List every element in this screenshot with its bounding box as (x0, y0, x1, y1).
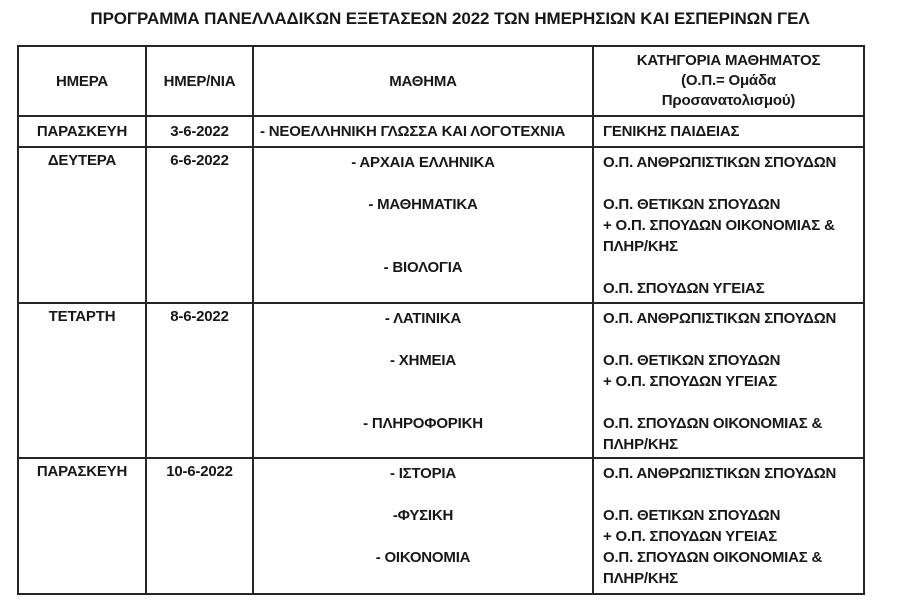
category-line (603, 257, 863, 278)
subject-line: -ΦΥΣΙΚΗ (392, 507, 454, 524)
category-cell (593, 303, 864, 458)
category-line (603, 329, 863, 350)
category-line: + Ο.Π. ΣΠΟΥΔΩΝ ΥΓΕΙΑΣ (603, 373, 778, 390)
subject-line (254, 278, 592, 299)
subject-line (254, 568, 592, 589)
column-header-category (593, 46, 864, 116)
subject-line (254, 173, 592, 194)
column-header-date: ΗΜΕΡ/ΝΙΑ (146, 46, 253, 116)
subject-line (254, 236, 592, 257)
column-header-subject: ΜΑΘΗΜΑ (253, 46, 593, 116)
day-cell: ΠΑΡΑΣΚΕΥΗ (18, 116, 146, 147)
category-line: ΠΛΗΡ/ΚΗΣ (603, 436, 678, 453)
category-header-line-3: Προσανατολισμού) (661, 92, 796, 109)
category-line (603, 392, 863, 413)
category-cell (593, 458, 864, 594)
category-line: Ο.Π. ΘΕΤΙΚΩΝ ΣΠΟΥΔΩΝ (603, 352, 781, 369)
category-line: + Ο.Π. ΣΠΟΥΔΩΝ ΟΙΚΟΝΟΜΙΑΣ & (603, 217, 835, 234)
category-line: Ο.Π. ΑΝΘΡΩΠΙΣΤΙΚΩΝ ΣΠΟΥΔΩΝ (603, 310, 837, 327)
subject-line (254, 434, 592, 455)
day-cell: ΠΑΡΑΣΚΕΥΗ (18, 458, 146, 594)
subject-line (254, 215, 592, 236)
subject-line (254, 526, 592, 547)
column-header-day: ΗΜΕΡΑ (18, 46, 146, 116)
category-line: Ο.Π. ΘΕΤΙΚΩΝ ΣΠΟΥΔΩΝ (603, 196, 781, 213)
subject-line: - ΛΑΤΙΝΙΚΑ (384, 310, 462, 327)
table-header-row (18, 46, 864, 116)
category-cell (593, 147, 864, 303)
subject-line (254, 484, 592, 505)
table-row-3 (18, 303, 864, 458)
category-line (603, 484, 863, 505)
date-cell: 10-6-2022 (146, 458, 253, 594)
category-line: Ο.Π. ΣΠΟΥΔΩΝ ΟΙΚΟΝΟΜΙΑΣ & (603, 415, 823, 432)
subject-cell (253, 303, 593, 458)
subject-line: - ΒΙΟΛΟΓΙΑ (383, 259, 463, 276)
category-line (603, 173, 863, 194)
category-cell: ΓΕΝΙΚΗΣ ΠΑΙΔΕΙΑΣ (593, 116, 864, 147)
date-cell: 6-6-2022 (146, 147, 253, 303)
subject-cell: - ΝΕΟΕΛΛΗΝΙΚΗ ΓΛΩΣΣΑ ΚΑΙ ΛΟΓΟΤΕΧΝΙΑ (253, 116, 593, 147)
category-header-line-2: (Ο.Π.= Ομάδα (681, 72, 776, 89)
table-row-1 (18, 116, 864, 147)
day-cell: ΤΕΤΑΡΤΗ (18, 303, 146, 458)
subject-line: - ΜΑΘΗΜΑΤΙΚΑ (368, 196, 478, 213)
category-line: ΠΛΗΡ/ΚΗΣ (603, 570, 678, 587)
category-line: ΠΛΗΡ/ΚΗΣ (603, 238, 678, 255)
subject-line: - ΧΗΜΕΙΑ (390, 352, 456, 369)
category-line: Ο.Π. ΣΠΟΥΔΩΝ ΟΙΚΟΝΟΜΙΑΣ & (603, 549, 823, 566)
category-line: Ο.Π. ΘΕΤΙΚΩΝ ΣΠΟΥΔΩΝ (603, 507, 781, 524)
category-line: Ο.Π. ΑΝΘΡΩΠΙΣΤΙΚΩΝ ΣΠΟΥΔΩΝ (603, 154, 837, 171)
subject-line: - ΟΙΚΟΝΟΜΙΑ (375, 549, 471, 566)
exam-schedule-table (17, 45, 865, 595)
table-row-4 (18, 458, 864, 594)
subject-cell (253, 147, 593, 303)
day-cell: ΔΕΥΤΕΡΑ (18, 147, 146, 303)
subject-line (254, 392, 592, 413)
table-row-2 (18, 147, 864, 303)
subject-line: - ΠΛΗΡΟΦΟΡΙΚΗ (363, 415, 483, 432)
category-line: Ο.Π. ΣΠΟΥΔΩΝ ΥΓΕΙΑΣ (603, 280, 765, 297)
date-cell: 3-6-2022 (146, 116, 253, 147)
subject-line (254, 329, 592, 350)
subject-line (254, 371, 592, 392)
page-title: ΠΡΟΓΡΑΜΜΑ ΠΑΝΕΛΛΑΔΙΚΩΝ ΕΞΕΤΑΣΕΩΝ 2022 ΤΩΝ ΗΜΕΡΗΣΙΩΝ ΚΑΙ ΕΣΠΕΡΙΝΩΝ ΓΕΛ (90, 9, 810, 28)
subject-line: - ΙΣΤΟΡΙΑ (389, 465, 457, 482)
category-line: + Ο.Π. ΣΠΟΥΔΩΝ ΥΓΕΙΑΣ (603, 528, 778, 545)
subject-cell (253, 458, 593, 594)
category-line: Ο.Π. ΑΝΘΡΩΠΙΣΤΙΚΩΝ ΣΠΟΥΔΩΝ (603, 465, 837, 482)
date-cell: 8-6-2022 (146, 303, 253, 458)
subject-line: - ΑΡΧΑΙΑ ΕΛΛΗΝΙΚΑ (351, 154, 495, 171)
category-header-line-1: ΚΑΤΗΓΟΡΙΑ ΜΑΘΗΜΑΤΟΣ (636, 52, 821, 69)
